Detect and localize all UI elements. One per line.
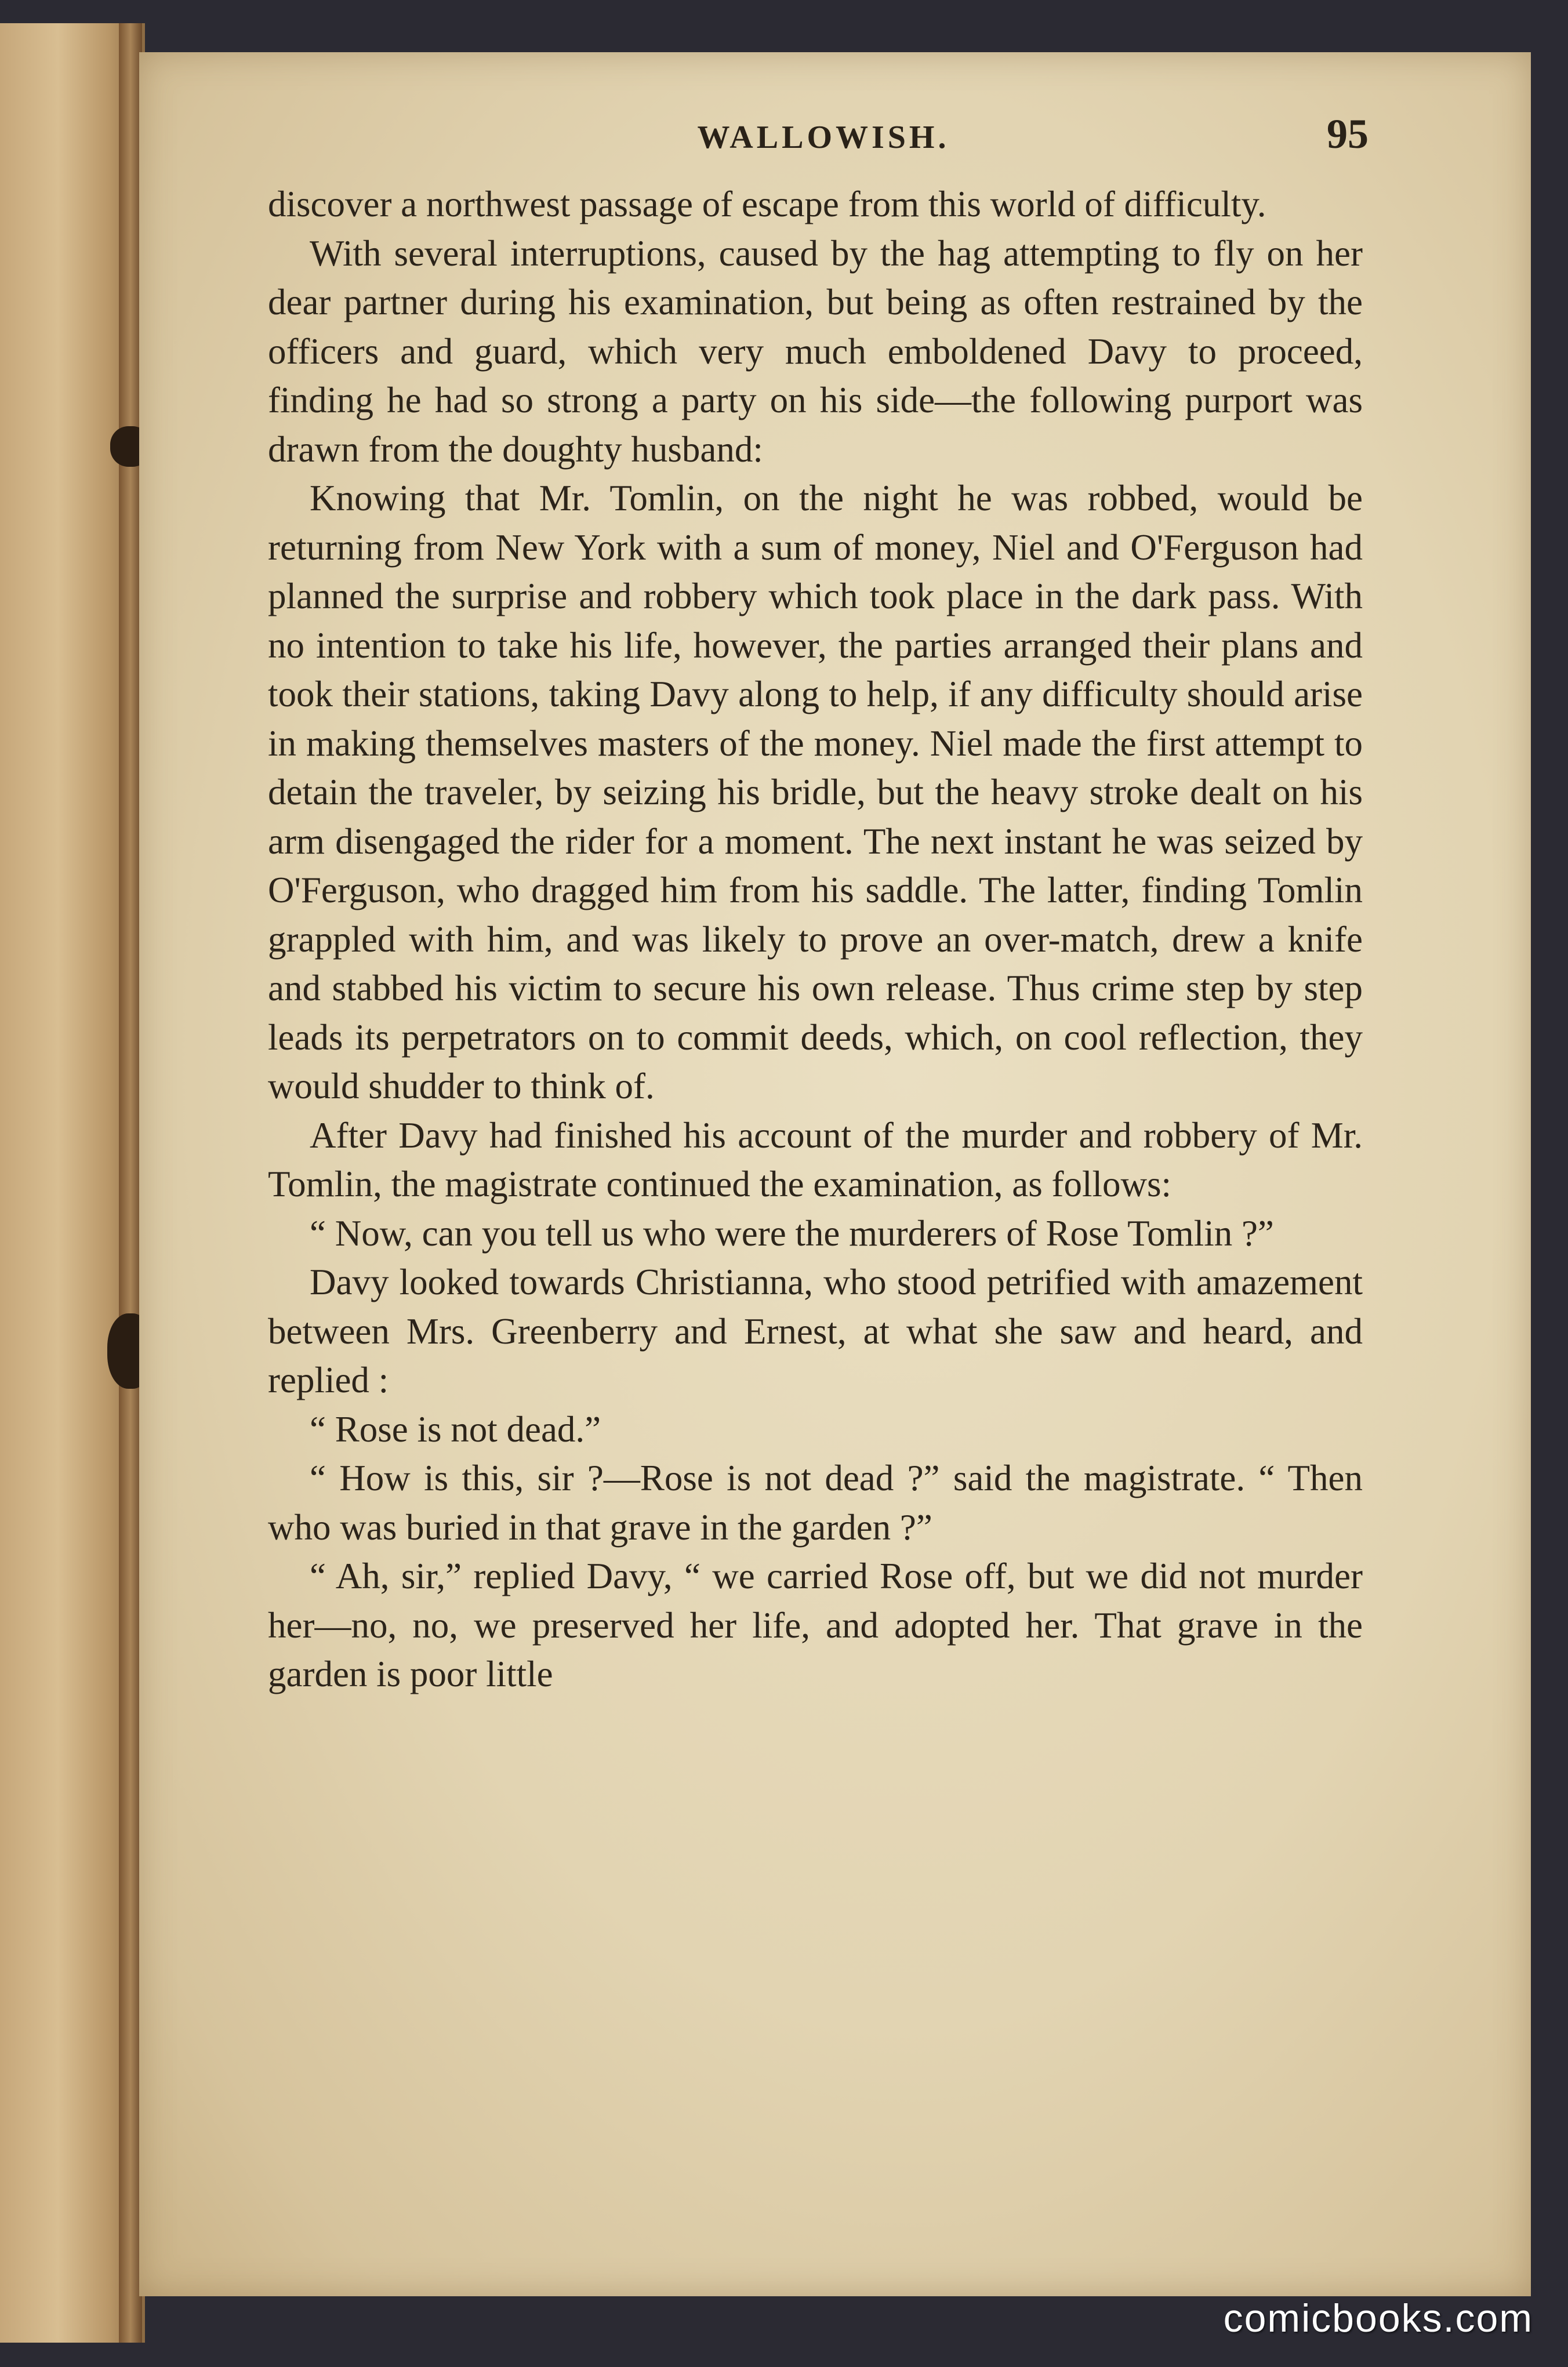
paragraph: “ How is this, sir ?—Rose is not dead ?” said the magistrate. “ Then who was buried in that grave in the garden ?”: [268, 1458, 1363, 1548]
paragraph: After Davy had finished his account of the murder and robbery of Mr. Tomlin, the magistrate continued the examination, as follows:: [268, 1114, 1363, 1204]
paragraph: discover a northwest passage of escape from this world of difficulty.: [268, 184, 1266, 224]
paragraph: “ Now, can you tell us who were the murderers of Rose Tomlin ?”: [310, 1212, 1274, 1254]
book-spine: [119, 23, 142, 2343]
page-number: 95: [1327, 111, 1369, 157]
paragraph: “ Rose is not dead.”: [310, 1408, 601, 1450]
page-header: [278, 113, 1369, 165]
paragraph: Davy looked towards Christianna, who stood petrified with amazement between Mrs. Greenberry and Ernest, at what she saw and heard, and replied :: [268, 1262, 1363, 1400]
paragraph: “ Ah, sir,” replied Davy, “ we carried Rose off, but we did not murder her—no, no, we preserved her life, and adopted her. That grave in the garden is poor little: [268, 1556, 1363, 1694]
paragraph: Knowing that Mr. Tomlin, on the night he was robbed, would be returning from New York with a sum of money, Niel and O'Ferguson had planned the surprise and robbery which took place in the dark pass. With no intention to take his life, however, the parties arranged their plans and took their stations, taking Davy along to help, if any difficulty should arise in making themselves masters of the money. Niel made the first attempt to detain the traveler, by seizing his bridle, but the heavy stroke dealt on his arm disengaged the rider for a moment. The next instant he was seized by O'Ferguson, who dragged him from his saddle. The latter, finding Tomlin grappled with him, and was likely to prove an over-match, drew a knife and stabbed his victim to secure his own release. Thus crime step by step leads its perpetrators on to commit deeds, which, on cool reflection, they would shudder to think of.: [268, 478, 1363, 1106]
running-head: WALLOWISH.: [697, 119, 950, 155]
body-text: [268, 180, 1363, 1699]
watermark: comicbooks.com: [1223, 2296, 1533, 2340]
paragraph: With several interruptions, caused by the hag attempting to fly on her dear partner during his examination, but being as often restrained by the officers and guard, which very much emboldened Davy to proceed, finding he had so strong a party on his side—the following purport was drawn from the doughty husband:: [268, 233, 1363, 470]
